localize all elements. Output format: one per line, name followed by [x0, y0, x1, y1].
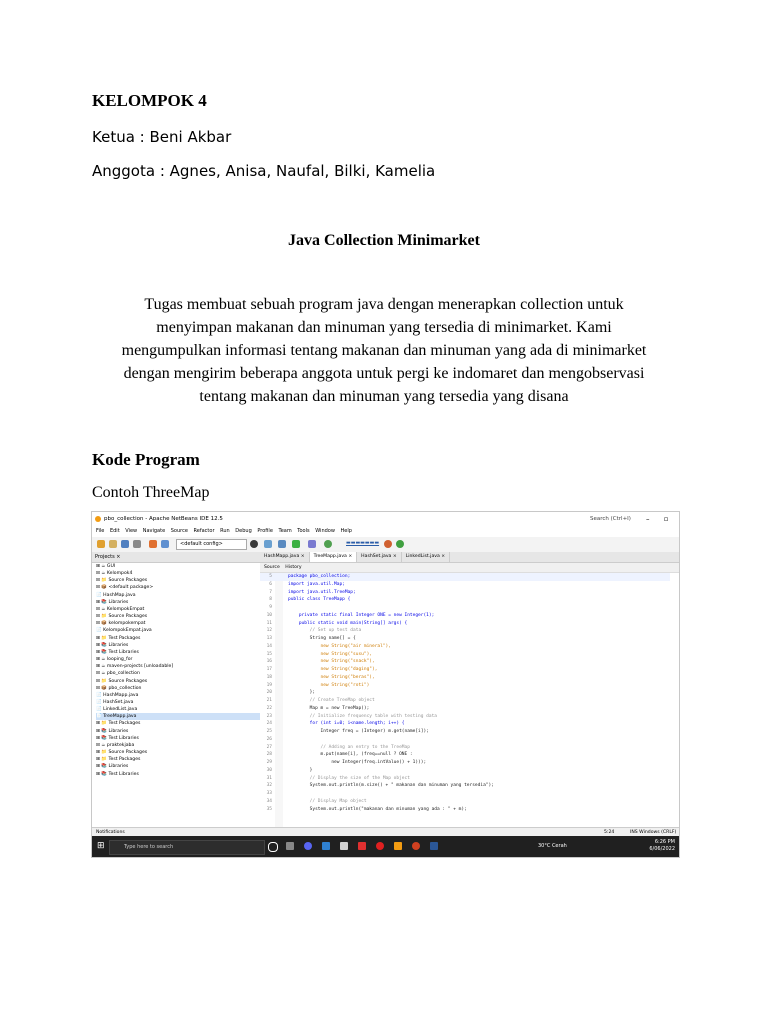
insert-mode: INS Windows (CRLF)	[630, 830, 677, 835]
code-line	[260, 674, 670, 682]
open-project-icon[interactable]	[109, 540, 117, 548]
projects-tab[interactable]: Projects ×	[92, 552, 260, 563]
tree-node[interactable]: 📄 KelompokEmpat.java	[96, 628, 152, 634]
code-line	[260, 589, 670, 597]
undo-icon[interactable]	[149, 540, 157, 548]
menu-item[interactable]: File	[96, 528, 105, 534]
tree-node[interactable]: 📄 HashSet.java	[96, 699, 134, 705]
line-number: 23	[266, 713, 272, 719]
app-icon[interactable]	[412, 842, 420, 850]
code-text: Integer freq = (Integer) m.get(name[i]);	[288, 729, 429, 734]
editor-tabs	[260, 552, 679, 563]
menu-bar	[92, 526, 679, 537]
line-number: 21	[266, 698, 272, 703]
weather-widget[interactable]: 30°C Cerah	[538, 843, 567, 849]
windows-taskbar	[92, 836, 679, 857]
tab-linkedlist[interactable]: LinkedList.java ×	[402, 552, 450, 562]
code-line	[260, 759, 670, 767]
code-line	[260, 705, 670, 713]
paragraph-line: dengan mengirim beberapa anggota untuk pergi ke indomaret dan mengobservasi	[123, 365, 645, 382]
menu-item[interactable]: Team	[278, 528, 292, 534]
code-editor	[260, 552, 679, 827]
paragraph-line: menyimpan makanan dan minuman yang tersedia di minimarket. Kami	[156, 319, 612, 336]
cursor-position: 5:24	[604, 830, 615, 835]
description-paragraph	[88, 293, 680, 408]
line-number: 15	[266, 651, 272, 657]
line-number: 29	[266, 760, 272, 765]
code-line	[260, 596, 670, 604]
cortana-icon[interactable]	[268, 842, 278, 852]
line-number: 32	[266, 783, 272, 789]
code-line	[260, 689, 670, 697]
code-text: // Adding an entry to the TreeMap	[288, 744, 410, 750]
section-heading: Kode Program	[92, 450, 200, 469]
save-all-icon[interactable]	[133, 540, 141, 548]
code-line	[260, 782, 670, 790]
line-number: 19	[266, 682, 272, 688]
tree-node[interactable]: ⊞ 📚 Libraries	[96, 728, 129, 734]
tree-node[interactable]: ⊞ ☕ maven-projects [unloadable]	[96, 664, 174, 670]
line-number: 8	[269, 597, 272, 603]
tree-node[interactable]: ⊞ ☕ GUI	[96, 564, 116, 569]
paragraph-line: mengumpulkan informasi tentang makanan dan minuman yang ada di minimarket	[121, 342, 647, 359]
tree-node[interactable]: 📄 HashMapp.java	[96, 692, 139, 698]
new-project-icon[interactable]	[97, 540, 105, 548]
code-text: };	[288, 690, 316, 696]
code-text: import java.util.TreeMap;	[288, 589, 356, 595]
line-number: 25	[266, 729, 272, 734]
line-number: 16	[266, 659, 272, 665]
tree-node[interactable]: ⊟ ☕ praktekjaba	[96, 742, 135, 748]
source-toolbar	[260, 563, 679, 573]
code-text: new String("beras"),	[288, 674, 375, 680]
code-text: private static final Integer ONE = new Integer(1);	[288, 612, 435, 618]
settings-icon[interactable]	[250, 540, 258, 548]
menu-item[interactable]: Run	[220, 528, 230, 534]
opera-icon[interactable]	[376, 842, 384, 850]
refresh-icon[interactable]	[396, 540, 404, 548]
code-text: for (int i=0; i<name.length; i++) {	[288, 721, 405, 727]
code-line	[260, 775, 670, 783]
menu-item[interactable]: Debug	[235, 528, 252, 534]
clean-build-icon[interactable]	[278, 540, 286, 548]
menu-item[interactable]: View	[125, 528, 138, 534]
tree-node[interactable]: 📄 HashMap.java	[96, 592, 136, 598]
tab-hashset[interactable]: HashSet.java ×	[357, 552, 402, 562]
windows-start-icon[interactable]: ⊞	[97, 841, 105, 851]
project-tree	[92, 563, 260, 778]
line-number: 13	[266, 636, 272, 641]
tree-node[interactable]: ⊞ ☕ looping_for	[96, 657, 133, 663]
members-line: Anggota : Agnes, Anisa, Naufal, Bilki, Kamelia	[92, 162, 436, 180]
history-tab[interactable]: History	[285, 565, 302, 570]
tree-node[interactable]: ⊟ 📦 pbo_collection	[96, 685, 142, 691]
code-line	[260, 682, 670, 690]
code-line	[260, 751, 670, 759]
code-line	[260, 767, 670, 775]
netbeans-screenshot	[91, 511, 680, 858]
code-text: // Set up test data	[288, 628, 362, 634]
tab-treemapp[interactable]: TreeMapp.java ×	[310, 552, 358, 562]
line-number: 28	[266, 752, 272, 758]
example-label: Contoh ThreeMap	[92, 484, 210, 501]
task-view-icon[interactable]	[286, 842, 294, 850]
tree-node[interactable]: ⊟ ☕ Kelompok4	[96, 571, 133, 577]
line-number: 7	[269, 589, 272, 595]
line-number: 18	[266, 674, 272, 680]
code-text: public static void main(String[] args) {	[288, 620, 408, 626]
profile-icon[interactable]	[324, 540, 332, 548]
code-line	[260, 651, 670, 659]
system-clock[interactable]	[649, 839, 675, 853]
tree-node[interactable]: ⊞ 📁 Test Packages	[96, 635, 141, 641]
line-number: 34	[266, 798, 272, 804]
source-tab[interactable]: Source	[264, 565, 280, 570]
menu-item[interactable]: Tools	[297, 528, 310, 534]
window-title: pbo_collection - Apache NetBeans IDE 12.5	[104, 516, 223, 522]
code-text: new String("susu"),	[288, 651, 372, 657]
memory-indicator[interactable]: ▬▬▬▬▬▬▬	[346, 540, 380, 546]
menu-item[interactable]: Refactor	[193, 528, 215, 534]
document-title: Java Collection Minimarket	[288, 232, 480, 249]
line-number: 14	[266, 643, 272, 649]
code-line	[260, 728, 670, 736]
discord-icon[interactable]	[304, 842, 312, 850]
search-field[interactable]: Search (Ctrl+I)	[590, 516, 631, 522]
code-text: }	[288, 767, 313, 773]
code-line	[260, 604, 670, 612]
code-text: new String("roti")	[288, 682, 370, 688]
code-text: Map m = new TreeMap();	[288, 705, 370, 711]
tree-node[interactable]: ⊞ 📚 Libraries	[96, 599, 129, 605]
code-text: public class TreeMapp {	[288, 597, 351, 603]
code-line	[260, 736, 670, 744]
line-number: 17	[266, 667, 272, 672]
build-icon[interactable]	[264, 540, 272, 548]
code-line	[260, 658, 670, 666]
line-number: 22	[266, 705, 272, 711]
explorer-icon[interactable]	[340, 842, 348, 850]
code-line	[260, 798, 670, 806]
toolbar	[92, 537, 679, 553]
code-text: System.out.println("makanan dan minuman yang ada : " + m);	[288, 806, 467, 812]
tree-node[interactable]: 📄 TreeMapp.java	[96, 713, 260, 720]
line-number: 33	[266, 791, 272, 796]
taskbar-search[interactable]: Type here to search	[109, 840, 265, 855]
line-number: 6	[269, 581, 272, 587]
code-text: new String("air mineral"),	[288, 643, 391, 649]
projects-panel	[92, 552, 261, 827]
menu-item[interactable]: Profile	[257, 528, 273, 534]
line-number: 12	[266, 628, 272, 634]
code-text: // Display Map object	[288, 798, 367, 804]
line-number: 9	[269, 605, 272, 610]
config-select[interactable]: <default config>	[176, 539, 247, 550]
window-controls[interactable]: – ▫	[646, 515, 675, 523]
paragraph-line: tentang makanan dan minuman yang tersedia yang disana	[199, 388, 569, 405]
code-line	[260, 620, 670, 628]
tree-node[interactable]: ⊟ ☕ pbo_collection	[96, 671, 140, 677]
menu-item[interactable]: Edit	[109, 528, 120, 534]
line-number: 30	[266, 767, 272, 773]
line-number: 10	[266, 612, 272, 618]
code-line	[260, 720, 670, 728]
code-text: System.out.println(m.size() + " makanan dan minuman yang tersedia");	[288, 783, 494, 789]
vscode-icon[interactable]	[322, 842, 330, 850]
tree-node[interactable]: ⊞ 📚 Test Libraries	[96, 771, 139, 777]
code-text: // Initialize frequency table with testing data	[288, 713, 438, 719]
code-text: new String("snack"),	[288, 659, 375, 665]
code-line	[260, 697, 670, 705]
menu-item[interactable]: Source	[170, 528, 188, 534]
notifications-label[interactable]: Notifications	[96, 830, 125, 835]
tree-node[interactable]: ⊟ 📦 kelompokempat	[96, 621, 146, 627]
tree-node[interactable]: ⊟ 📁 Source Packages	[96, 578, 148, 584]
leader-line: Ketua : Beni Akbar	[92, 128, 232, 146]
code-line	[260, 581, 670, 589]
window-titlebar	[92, 512, 679, 526]
line-number: 5	[269, 574, 272, 579]
clock-date: 6/06/2022	[649, 846, 675, 852]
tree-node[interactable]: ⊞ 📚 Test Libraries	[96, 649, 139, 655]
gc-icon[interactable]	[384, 540, 392, 548]
code-line	[260, 713, 670, 721]
tree-node[interactable]: ⊟ 📁 Source Packages	[96, 614, 148, 620]
code-text: new Integer(freq.intValue() + 1)));	[288, 760, 427, 765]
tree-node[interactable]: ⊟ 📁 Source Packages	[96, 678, 148, 684]
app-icon[interactable]	[358, 842, 366, 850]
line-number: 27	[266, 744, 272, 750]
menu-item[interactable]: Window	[315, 528, 335, 534]
group-heading: KELOMPOK 4	[92, 91, 207, 110]
code-line	[260, 790, 670, 798]
menu-item[interactable]: Help	[340, 528, 352, 534]
code-line	[260, 627, 670, 635]
code-line	[260, 573, 670, 581]
line-number: 31	[266, 775, 272, 781]
tab-hashmapp[interactable]: HashMapp.java ×	[260, 552, 310, 562]
code-text: // Create TreeMap object	[288, 698, 375, 703]
redo-icon[interactable]	[161, 540, 169, 548]
tree-node[interactable]: ⊞ 📁 Source Packages	[96, 750, 148, 756]
tree-node[interactable]: ⊞ 📚 Test Libraries	[96, 735, 139, 741]
tree-node[interactable]: ⊟ ☕ KelompokEmpat	[96, 606, 145, 612]
tree-node[interactable]: ⊟ 📦 <default package>	[96, 585, 154, 591]
clock-time: 6:26 PM	[654, 839, 675, 845]
line-number: 11	[266, 620, 272, 626]
code-text: package pbo_collection;	[288, 574, 351, 579]
line-number: 20	[266, 690, 272, 696]
run-icon[interactable]	[292, 540, 300, 548]
line-number: 26	[266, 736, 272, 742]
tree-node[interactable]: 📄 LinkedList.java	[96, 707, 138, 713]
code-line	[260, 643, 670, 651]
code-text: new String("daging"),	[288, 667, 378, 672]
code-line	[260, 612, 670, 620]
paragraph-line: Tugas membuat sebuah program java dengan menerapkan collection untuk	[144, 296, 624, 313]
line-number: 24	[266, 721, 272, 727]
code-text: import java.util.Map;	[288, 581, 345, 587]
tree-node[interactable]: ⊞ 📚 Libraries	[96, 642, 129, 648]
tree-node[interactable]: ⊞ 📁 Test Packages	[96, 721, 141, 727]
code-area[interactable]	[260, 573, 670, 827]
tree-node[interactable]: ⊞ 📚 Libraries	[96, 764, 129, 770]
code-text: // Display the size of the Map object	[288, 775, 410, 781]
line-number: 35	[266, 806, 272, 812]
word-icon[interactable]	[430, 842, 438, 850]
save-icon[interactable]	[121, 540, 129, 548]
code-line	[260, 744, 670, 752]
netbeans-icon	[95, 516, 101, 522]
code-text: m.put(name[i], (freq==null ? ONE :	[288, 752, 413, 758]
code-line	[260, 635, 670, 643]
tree-node[interactable]: ⊞ 📁 Test Packages	[96, 757, 141, 763]
netbeans-taskbar-icon[interactable]	[394, 842, 402, 850]
debug-icon[interactable]	[308, 540, 316, 548]
code-line	[260, 806, 670, 814]
menu-item[interactable]: Navigate	[142, 528, 166, 534]
code-line	[260, 666, 670, 674]
code-text: String name[] = {	[288, 636, 356, 641]
